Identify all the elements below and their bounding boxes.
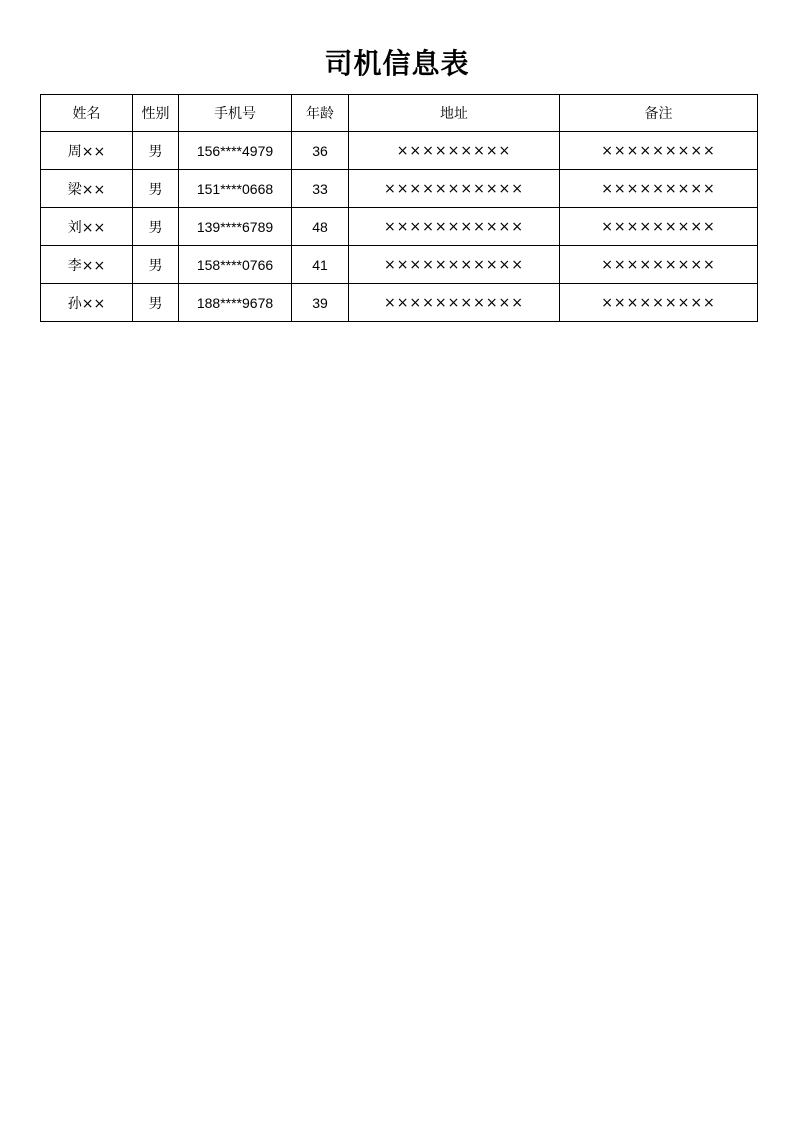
cell-age: 36 (292, 132, 349, 170)
cell-phone: 156****4979 (179, 132, 292, 170)
cell-address: ××××××××× (349, 132, 560, 170)
column-header-phone: 手机号 (179, 95, 292, 132)
cell-name: 梁×× (41, 170, 133, 208)
cell-address: ××××××××××× (349, 208, 560, 246)
cell-name: 孙×× (41, 284, 133, 322)
cell-age: 41 (292, 246, 349, 284)
cell-phone: 151****0668 (179, 170, 292, 208)
cell-remarks: ××××××××× (560, 208, 758, 246)
cell-name: 刘×× (41, 208, 133, 246)
cell-address: ××××××××××× (349, 170, 560, 208)
cell-age: 33 (292, 170, 349, 208)
table-header-row (41, 95, 758, 132)
cell-gender: 男 (133, 208, 179, 246)
table-row (41, 132, 758, 170)
cell-name: 周×× (41, 132, 133, 170)
cell-address: ××××××××××× (349, 284, 560, 322)
table-row (41, 284, 758, 322)
column-header-name: 姓名 (41, 95, 133, 132)
cell-age: 48 (292, 208, 349, 246)
driver-info-table (40, 94, 758, 322)
table-row (41, 208, 758, 246)
cell-remarks: ××××××××× (560, 246, 758, 284)
cell-gender: 男 (133, 132, 179, 170)
cell-phone: 158****0766 (179, 246, 292, 284)
cell-gender: 男 (133, 246, 179, 284)
cell-phone: 139****6789 (179, 208, 292, 246)
page-title: 司机信息表 (324, 47, 470, 80)
cell-address: ××××××××××× (349, 246, 560, 284)
cell-phone: 188****9678 (179, 284, 292, 322)
cell-remarks: ××××××××× (560, 170, 758, 208)
table-row (41, 170, 758, 208)
cell-gender: 男 (133, 170, 179, 208)
column-header-address: 地址 (349, 95, 560, 132)
cell-remarks: ××××××××× (560, 132, 758, 170)
column-header-remarks: 备注 (560, 95, 758, 132)
cell-gender: 男 (133, 284, 179, 322)
table-row (41, 246, 758, 284)
cell-name: 李×× (41, 246, 133, 284)
cell-remarks: ××××××××× (560, 284, 758, 322)
column-header-age: 年龄 (292, 95, 349, 132)
column-header-gender: 性别 (133, 95, 179, 132)
cell-age: 39 (292, 284, 349, 322)
